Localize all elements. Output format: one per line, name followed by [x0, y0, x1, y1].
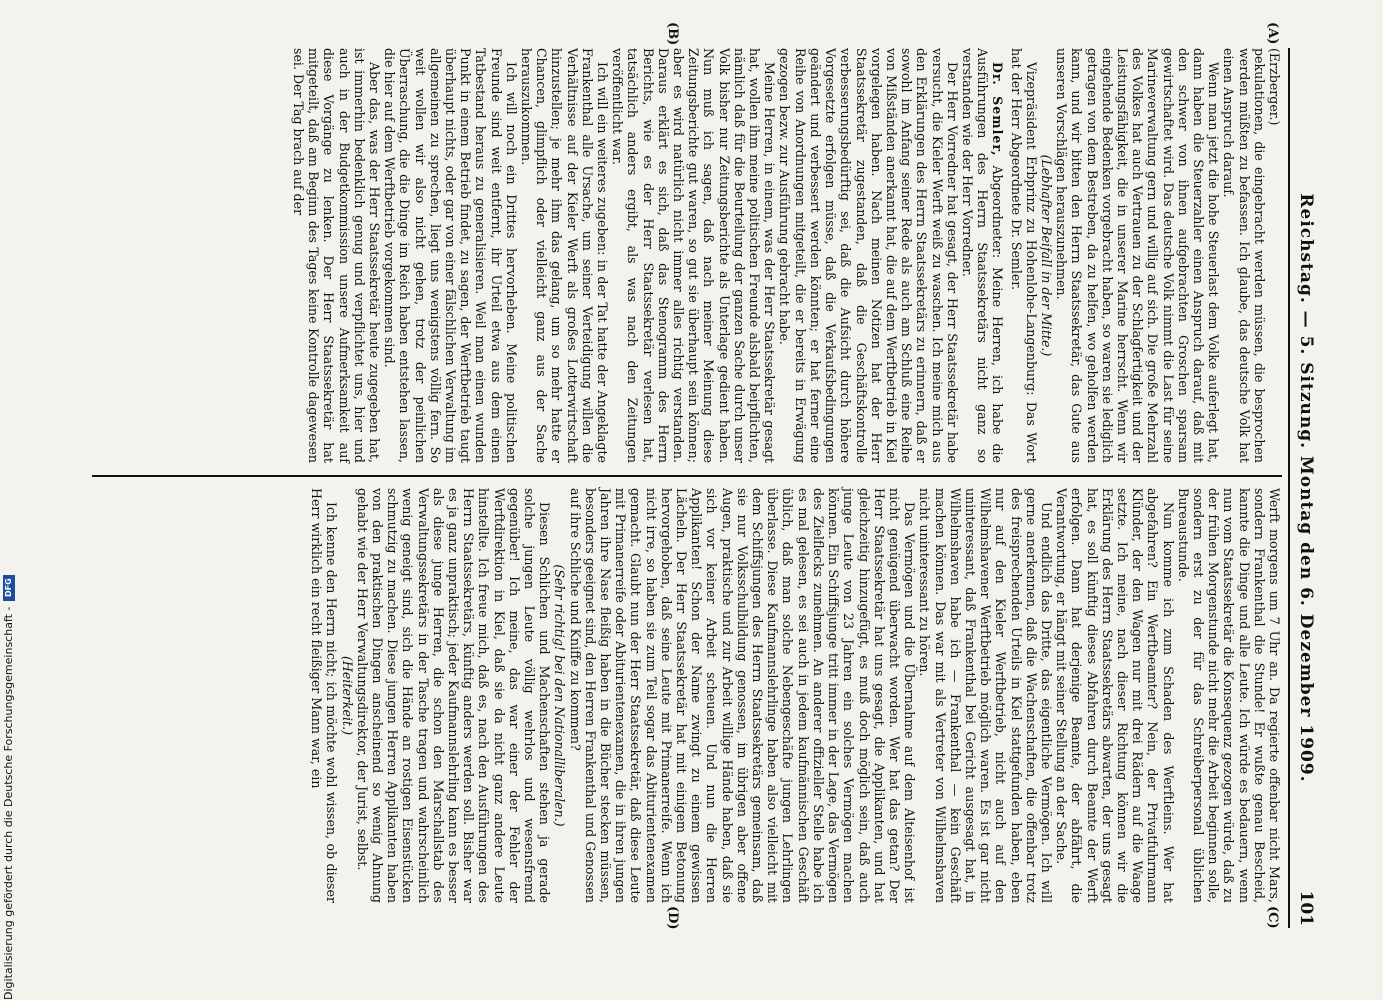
left-speaker-paragraph	[960, 48, 1006, 463]
right-paragraph: Werft morgens um 7 Uhr an. Da regierte offenbar nicht Mars, sondern Frankenthal die Stunde! Er wußte genau Bescheid, kannte die Dinge und alle Leute. Ich würde es bedauern, wenn nun vom Staatssekretär die Konsequenz gezogen würde, daß zu der frühen Morgenstunde nicht mehr die Arbeit beginnen solle, sondern erst zu der für das Schreiberpersonal üblichen Bureaustunde.	[1175, 488, 1282, 903]
right-interjection: (Heiterkeit.)	[339, 656, 355, 735]
left-paragraph: Aber das, was der Herr Staatssekretär heute zugegeben hat, ist immerhin bedenklich genug und verpflichtet uns, hier und auch in der Budgetkommission unsere Aufmerksamkeit auf diese Vorgänge zu lenken. Der Herr Staatssekretär hat mitgeteilt, daß am Beginn des Tages keine Kontrolle dagewesen sei. Der Tag brach auf der	[291, 48, 383, 463]
rotated-page	[80, 22, 1320, 930]
speaker-name: Dr. Semler,	[990, 62, 1006, 157]
left-column	[291, 48, 1282, 463]
right-paragraph: Ich kenne den Herrn nicht; ich möchte wohl wissen, ob dieser Herr wirklich ein recht fleißiger Mann war, ein	[309, 488, 340, 903]
right-paragraph: Das Vermögen und die Übernahme auf dem Alteisenhof ist nicht genügend überwacht worden. Wer hat das getan? Der Herr Staatssekretär hat uns gesagt, die Applikanten, und hat gleichzeitig hinzugefügt, es muß doch möglich sein, daß auch junge Leute von 23 Jahren ein solches Vermögen machen können. Ein Schiffsjunge tritt immer in der Lage, das Vermögen des Zielflecks zunehmen. An anderer offizieller Stelle habe ich es mal gelesen, es sei auch in jedem kaufmännischen Geschäft üblich, daß man solche Nebengeschäfte jungen Lehrlingen überlasse. Diese Kaufmannslehrlinge haben also vielleicht mit dem Schiffsjungen des Herrn Staatssekretärs gemeinsam, daß sie nur Volksschulbildung genossen, im übrigen aber offene Augen, praktische und zur Arbeit willige Hände haben, daß sie sich vor keiner Arbeit scheuen. Und nun die Herren Applikanten! Schon der Name zwingt zu einem gewissen Lächeln. Der Herr Staatssekretär hat mit einigem Betonung hervorgehoben, daß seine Leute mit Primanerreife. Wenn ich nicht irre, so haben sie zum Teil sogar das Abiturientenexamen gemacht. Glaubt nun der Herr Staatssekretär, daß diese Leute mit Primanerreife oder Abiturientenexamen, die in ihren jungen Jahren ihre Nase fleißig haben in die Bücher stecken müssen, besonders geeignet sind, den Herren Frankenthal und Genossen auf ihre Schliche und Kniffe zu kommen?	[567, 488, 918, 903]
page-number: 101	[1296, 890, 1316, 926]
margin-mark-d: (D)	[665, 906, 680, 930]
dfg-logo-icon: DFG	[3, 575, 15, 601]
left-paragraph: Vizepräsident Erbprinz zu Hohenlohe-Langenburg: Das Wort hat der Herr Abgeordnete Dr. Semler.	[1008, 48, 1039, 463]
digitization-credit	[2, 575, 15, 1000]
left-paragraph: Ich will ein weiteres zugeben: in der Tat hatte der Angeklagte Frankenthal alle Ursache, um seiner Verteidigung willen die Verhältnisse auf der Kieler Werft als großes Lotterwirtschaft hinzustellen; je mehr ihm das gelang, um so mehr hatte er Chancen, glimpflich oder vielleicht ganz aus der Sache herauszukommen.	[519, 48, 611, 463]
left-paragraph: Ich will noch ein Drittes hervorheben. Meine politischen Freunde sind weit entfernt, ihr Urteil etwa aus dem einen Tatbestand heraus zu generalisieren. Weil man einen wunden Punkt in einem Betrieb findet, zu sagen, der Werftbetrieb taugt überhaupt nichts, oder gar von einer fälschlichen Verwaltung im allgemeinen zu sprechen, liegt uns wenigstens völlig fern. So weit wollen wir also nicht gehen, trotz der peinlichen Überraschung, die die Dinge im Reich haben entstehen lassen, die hier auf dem Werftbetrieb vorgekommen sind.	[382, 48, 519, 463]
left-interjection: (Lebhafter Beifall in der Mitte.)	[1038, 154, 1054, 357]
right-interjection: (Sehr richtig! bei den Nationalliberalen.)	[552, 564, 568, 827]
page-header	[1288, 48, 1320, 928]
margin-mark-a: (A)	[1265, 22, 1280, 45]
left-paragraph: Meine Herren, in einem, was der Herr Staatssekretär gesagt hat, wollen ihm meine politischen Freunde alsbald beipflichten, nämlich daß für die Beurteilung der ganzen Sache durch unser Volk bisher nur Zeitungsberichte als Unterlage gedient haben. Nun muß ich sagen, daß nach meiner Meinung diese Zeitungsberichte gut waren, so gut sie überhaupt sein können; aber es wird natürlich nicht immer alles richtig verstanden. Daraus erklärt es sich, daß das Stenogramm des Herrn Berichts, wie es der Herr Staatssekretär verlesen hat, tatsächlich anders ergibt, als was nach den Zeitungen veröffentlicht war.	[610, 48, 778, 463]
right-paragraph: Und endlich das Dritte, das eigentliche Vermögen. Ich will gerne anerkennen, daß die Wachenschaften, die offenbar trotz des freisprechenden Urteils in Kiel stattgefunden haben, eben nur auf den Kieler Werftbetrieb, nicht auch auf den Wilhelmshavener Werftbetrieb möglich waren. Es ist gar nicht uninteressant, daß Frankenthal bei Gericht ausgesagt hat, in Wilhelmshaven habe ich — Frankenthal — kein Geschäft machen können. Das war mit als Vertreter von Wilhelmshaven nicht uninteressant zu hören.	[917, 488, 1054, 903]
right-paragraph: Diesen Schlichen und Machenschaften stehen ja gerade solche jungen Leute völlig wehrlos und wesensfremd gegenüber! Ich meine, das war einer der Fehler der Werftdirektion in Kiel, daß sie da nicht ganz andere Leute hinstellte. Ich freue mich, daß es, nach den Ausführungen des Herrn Staatssekretärs, künftig anders werden soll. Bisher war es ja ganz unpraktisch; jeder Kaufmannslehrling kann es besser als diese junge Herren, die schon den Marschallstab des Verwaltungssekretärs in der Tasche tragen und wahrscheinlich wenig geneigt sind, sich die Hände an rostigen Eisenstücken schmutzig zu machen. Diese jungen Herren Applikanten haben von den praktischen Dingen anscheinend so wenig Ahnung gehabt wie der Herr Verwaltungsdirektor, der Jurist, selbst.	[354, 488, 553, 903]
margin-mark-b: (B)	[665, 22, 680, 46]
left-paragraph: Wenn man jetzt die hohe Steuerlast dem Volke auferlegt hat, dann haben die Steuerzahler einen Anspruch darauf, daß mit den schwer von ihnen aufgebrachten Groschen sparsam gewirtschaftet wird. Das deutsche Volk nimmt die Last für seine Marineverwaltung gern und willig auf sich. Die große Mehrzahl des Volkes hat auch Vertrauen zu der Schlagfertigkeit und der Leistungsfähigkeit, die in unserer Marine herrscht. Wenn wir eingehende Bedenken vorgebracht haben, so waren sie lediglich getragen von dem Bestreben, da zu helfen, wo geholfen werden kann, und wir bitten den Herrn Staatssekretär, das Gute aus unseren Vorschlägen herauszunehmen.	[1054, 48, 1222, 463]
margin-mark-c: (C)	[1265, 906, 1280, 929]
credit-text: Digitalisierung gefördert durch die Deutsche Forschungsgemeinschaft -	[2, 606, 15, 1000]
column-divider	[92, 475, 1282, 477]
left-paragraph: pekulationen, die eingebracht werden müssen, die besprochen werden müßten zu befassen. Ich glaube, das deutsche Volk hat einen Anspruch darauf.	[1221, 48, 1267, 463]
right-column	[309, 488, 1282, 903]
page-title: Reichstag. — 5. Sitzung. Montag den 6. Dezember 1909.	[1296, 193, 1316, 783]
right-paragraph: Nun komme ich zum Schaden des Werftleins. Wer hat abgefahren? Ein Werftbeamter? Nein, der Privatfuhrmann Klünder, der den Wagen nur mit drei Rädern auf die Waage setzte. Ich meine, nach dieser Richtung können wir die Erklärung des Herrn Staatssekretärs abwarten, der uns gesagt hat, es soll künftig dieses Abfahren durch Beamte der Werft erfolgen. Dann hat derjenige Beamte, der abfährt, die Verantwortung, er hängt mit seiner Stellung an der Sache.	[1054, 488, 1176, 903]
left-paragraph: Der Herr Vorredner hat gesagt, der Herr Staatssekretär habe versucht, die Kieler Werft weiß zu waschen. Ich meine mich aus den Erklärungen des Herrn Staatssekretärs zu erinnern, daß er sowohl im Anfang seiner Rede als auch am Schluß eine Reihe von Mißständen anerkannt hat, die auf dem Werftbetrieb in Kiel vorgelegen haben. Nach meinen Notizen hat der Herr Staatssekretär zugestanden, daß die Geschäftskontrolle verbesserungsbedürftig sei, daß die Aufsicht durch höhere Vorgesetzte erfolgen müsse, daß die Verkaufsbedingungen geändert und verbessert werden könnten; er hat ferner eine Reihe von Anordnungen mitgeteilt, die er bereits in Erwägung gezogen bezw. zur Ausführung gebracht habe.	[777, 48, 960, 463]
left-paragraph: (Erzberger.)	[1267, 48, 1282, 126]
speaker-text: Abgeordneter: Meine Herren, ich habe die Ausführungen des Herrn Staatssekretärs nicht ganz so verstanden wie der Herr Vorredner.	[959, 48, 1006, 463]
